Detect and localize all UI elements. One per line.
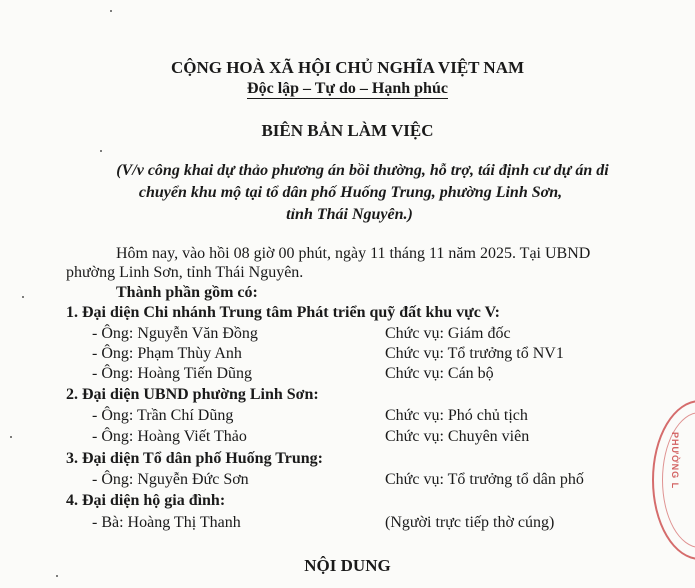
group-heading: 1. Đại diện Chi nhánh Trung tâm Phát triển quỹ đất khu vực V: [66, 304, 501, 321]
member-role: (Người trực tiếp thờ cúng) [385, 514, 555, 531]
group-heading: 2. Đại diện UBND phường Linh Sơn: [66, 386, 319, 403]
paper-speck [110, 10, 112, 12]
motto [0, 80, 695, 98]
member-name: - Ông: Nguyễn Đức Sơn [92, 471, 249, 488]
paper-speck [10, 436, 12, 438]
paper-speck [100, 150, 102, 152]
document-title: BIÊN BẢN LÀM VIỆC [261, 121, 434, 140]
group-heading: 4. Đại diện hộ gia đình: [66, 492, 226, 509]
member-role: Chức vụ: Phó chủ tịch [385, 407, 528, 424]
participants-heading: Thành phần gồm có: [116, 284, 258, 301]
member-name: - Ông: Trần Chí Dũng [92, 407, 234, 424]
seal-text: PHƯỜNG L [670, 432, 680, 490]
paper-speck [22, 296, 24, 298]
member-role: Chức vụ: Cán bộ [385, 365, 494, 382]
subject-line: chuyển khu mộ tại tổ dân phố Huống Trung, phường Linh Sơn, [138, 184, 563, 201]
member-name: - Ông: Nguyễn Văn Đồng [92, 325, 258, 342]
intro-line: Hôm nay, vào hồi 08 giờ 00 phút, ngày 11 tháng 11 năm 2025. Tại UBND [116, 245, 591, 262]
member-name: - Ông: Phạm Thùy Anh [92, 345, 242, 362]
member-role: Chức vụ: Tổ trưởng tổ dân phố [385, 471, 584, 488]
member-role: Chức vụ: Giám đốc [385, 325, 511, 342]
member-name: - Ông: Hoàng Tiến Dũng [92, 365, 253, 382]
member-role: Chức vụ: Tổ trưởng tổ NV1 [385, 345, 564, 362]
member-role: Chức vụ: Chuyên viên [385, 428, 530, 445]
nation-header: CỘNG HOÀ XÃ HỘI CHỦ NGHĨA VIỆT NAM [170, 58, 525, 77]
group-heading: 3. Đại diện Tổ dân phố Huống Trung: [66, 450, 323, 467]
paper-speck [56, 575, 58, 577]
subject-line: tỉnh Thái Nguyên.) [286, 206, 413, 223]
intro-line: phường Linh Sơn, tỉnh Thái Nguyên. [66, 264, 304, 281]
subject-line: (V/v công khai dự thảo phương án bồi thường, hỗ trợ, tái định cư dự án di [116, 162, 609, 179]
member-name: - Ông: Hoàng Viết Thảo [92, 428, 247, 445]
document-subject [0, 160, 695, 226]
motto-text: Độc lập – Tự do – Hạnh phúc [247, 80, 448, 97]
member-name: - Bà: Hoàng Thị Thanh [92, 514, 241, 531]
content-heading: NỘI DUNG [304, 556, 391, 575]
